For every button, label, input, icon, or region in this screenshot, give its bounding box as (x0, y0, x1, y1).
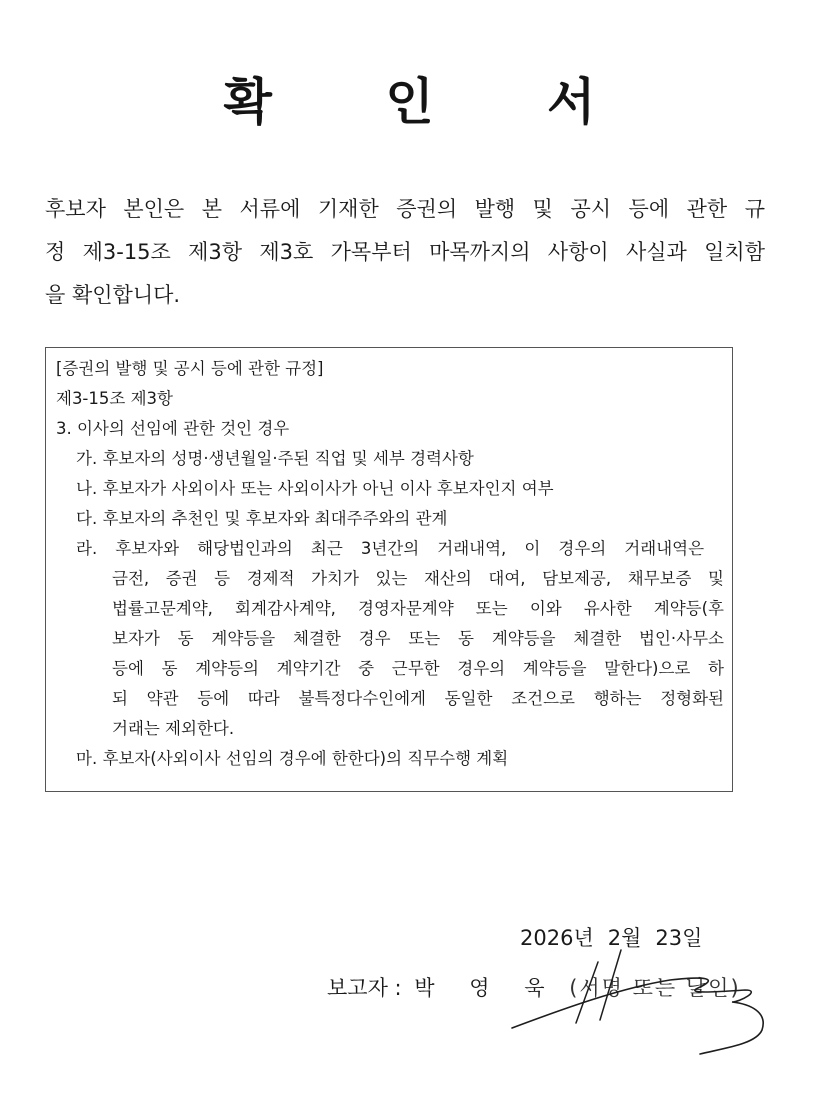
item-continuation: 등에 동 계약등의 계약기간 중 근무한 경우의 계약등을 말한다)으로 하 (112, 659, 724, 678)
regulation-item (56, 534, 704, 564)
item-text: 후보자의 추천인 및 후보자와 최대주주와의 관계 (102, 509, 448, 528)
regulation-box (45, 347, 733, 792)
item-label: 가. (76, 449, 98, 468)
item-text: 후보자의 성명·생년월일·주된 직업 및 세부 경력사항 (102, 449, 474, 468)
item-text: 후보자가 사외이사 또는 사외이사가 아닌 이사 후보자인지 여부 (102, 479, 554, 498)
signature-note: (서명 또는 날인) (569, 976, 741, 1000)
confirmation-statement (45, 188, 765, 317)
date-month: 2월 (607, 926, 642, 950)
regulation-item (56, 444, 732, 474)
item-text: 후보자와 해당법인과의 최근 3년간의 거래내역, 이 경우의 거래내역은 (115, 539, 705, 558)
item-label: 마. (76, 749, 98, 768)
item-label: 다. (76, 509, 98, 528)
regulation-item (56, 744, 732, 774)
item-continuation: 금전, 증권 등 경제적 가치가 있는 재산의 대여, 담보제공, 채무보증 및 (112, 569, 724, 588)
regulation-article: 제3-15조 제3항 (56, 389, 173, 408)
date-day: 23일 (655, 926, 703, 950)
item-continuation: 보자가 동 계약등을 체결한 경우 또는 동 계약등을 체결한 법인·사무소 (112, 629, 724, 648)
item-text: 후보자(사외이사 선임의 경우에 한한다)의 직무수행 계획 (102, 749, 509, 768)
item-label: 라. (76, 539, 98, 558)
regulation-item (56, 474, 732, 504)
statement-line: 정 제3-15조 제3항 제3호 가목부터 마목까지의 사항이 사실과 일치함 (45, 240, 765, 264)
regulation-item (56, 504, 732, 534)
regulation-clause: 3. 이사의 선임에 관한 것인 경우 (56, 419, 290, 438)
reporter-line (327, 972, 741, 1002)
document-title: 확 인 서 (223, 73, 644, 131)
item-continuation: 거래는 제외한다. (112, 719, 235, 738)
document-date (520, 922, 702, 952)
reporter-name: 박 영 욱 (414, 976, 559, 1000)
reporter-label: 보고자 : (327, 976, 402, 1000)
item-continuation: 법률고문계약, 회계감사계약, 경영자문계약 또는 이와 유사한 계약등(후 (112, 599, 724, 618)
item-continuation: 되 약관 등에 따라 불특정다수인에게 동일한 조건으로 행하는 정형화된 (112, 689, 724, 708)
statement-line: 을 확인합니다. (45, 283, 181, 307)
item-label: 나. (76, 479, 98, 498)
date-year: 2026년 (520, 926, 594, 950)
regulation-heading: [증권의 발행 및 공시 등에 관한 규정] (56, 359, 324, 378)
statement-line: 후보자 본인은 본 서류에 기재한 증권의 발행 및 공시 등에 관한 규 (45, 197, 765, 221)
